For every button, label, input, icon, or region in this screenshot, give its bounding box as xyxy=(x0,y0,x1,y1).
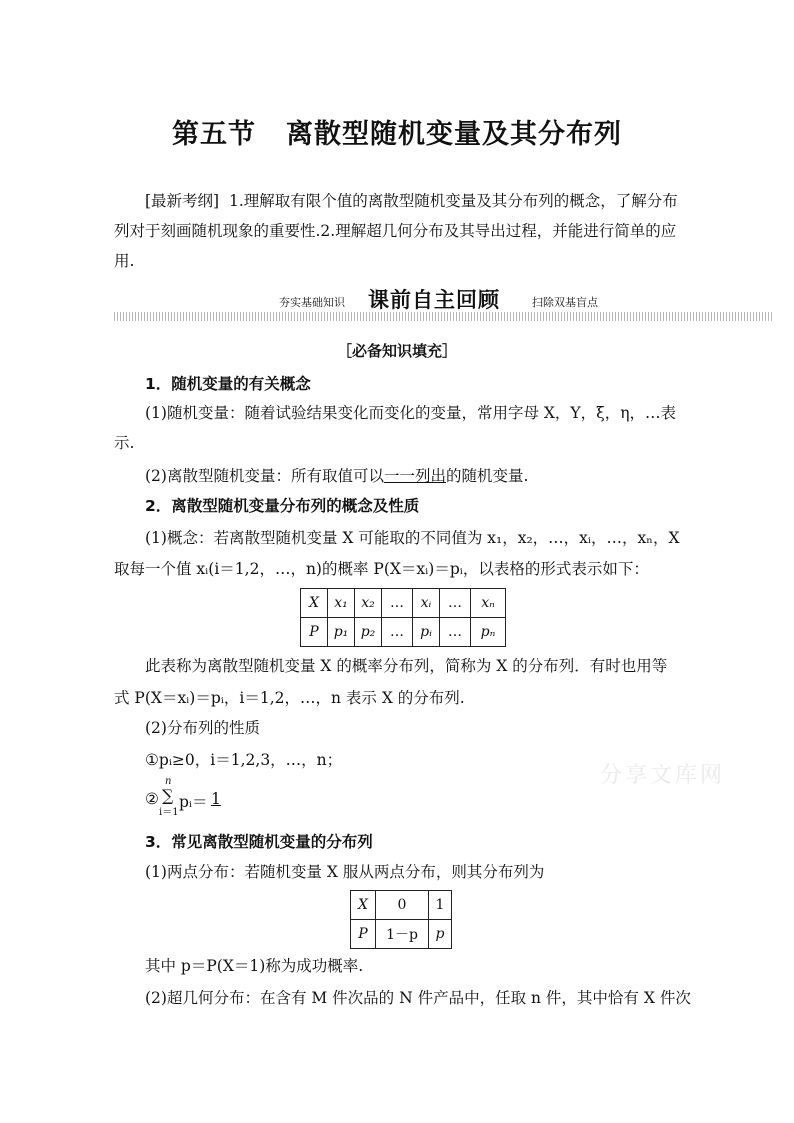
table-cell: … xyxy=(440,618,471,647)
two-point-distribution: (1)两点分布：若随机变量 X 服从两点分布，则其分布列为 xyxy=(145,863,545,881)
table-cell: 1 xyxy=(429,891,452,920)
distribution-line-1: 此表称为离散型随机变量 X 的概率分布列，简称为 X 的分布列．有时也用等 xyxy=(145,657,668,675)
heading-distribution: 2．离散型随机变量分布列的概念及性质 xyxy=(145,497,420,515)
title-section-number: 第五节 xyxy=(172,119,256,150)
hypergeometric-distribution: (2)超几何分布：在含有 M 件次品的 N 件产品中，任取 n 件，其中恰有 X 件次 xyxy=(145,989,691,1007)
table-cell: 1－p xyxy=(376,920,429,949)
sum-upper-limit: n xyxy=(165,776,172,787)
para-discrete-suffix: 的随机变量. xyxy=(445,467,529,485)
table-row xyxy=(301,618,506,647)
table-cell: … xyxy=(382,589,413,618)
table-cell: X xyxy=(301,589,328,618)
page-title xyxy=(0,112,794,151)
distribution-table xyxy=(300,588,506,647)
table-cell: xᵢ xyxy=(413,589,440,618)
watermark: 分享文库网 xyxy=(600,763,726,788)
section-title: ［必备知识填充］ xyxy=(336,342,457,360)
concept-line-2: 取每一个值 xᵢ(i＝1,2，…，n)的概率 P(X＝xᵢ)＝pᵢ，以表格的形式表示如下： xyxy=(114,560,649,578)
table-cell: P xyxy=(301,618,328,647)
table-cell: p xyxy=(429,920,452,949)
sum-lower-limit: i＝1 xyxy=(159,807,179,818)
table-cell: pᵢ xyxy=(413,618,440,647)
heading-common-distributions: 3．常见离散型随机变量的分布列 xyxy=(145,833,373,851)
heading-random-variable: 1．随机变量的有关概念 xyxy=(145,375,311,393)
property-1: ①pᵢ≥0，i＝1,2,3，…，n； xyxy=(145,751,343,769)
table-cell: 0 xyxy=(376,891,429,920)
para-discrete-prefix: (2)离散型随机变量：所有取值可以 xyxy=(145,467,384,485)
table-cell: … xyxy=(440,589,471,618)
table-cell: x₂ xyxy=(355,589,382,618)
para-discrete-variable xyxy=(145,464,715,486)
para-random-variable: (1)随机变量：随着试验结果变化而变化的变量，常用字母 X，Y，ξ，η，…表示. xyxy=(114,404,676,452)
table-row xyxy=(301,589,506,618)
property-2-marker: ② xyxy=(145,790,159,808)
underlined-answer: 1 xyxy=(211,790,221,808)
two-point-table xyxy=(350,890,452,949)
banner-right-text: 扫除双基盲点 xyxy=(532,296,598,309)
table-cell: P xyxy=(351,920,376,949)
syllabus-tag: [最新考纲] xyxy=(145,192,220,210)
table-cell: p₂ xyxy=(355,618,382,647)
table-row xyxy=(351,920,452,949)
syllabus-text: 1.理解取有限个值的离散型随机变量及其分布列的概念，了解分布列对于刻画随机现象的重要性.2.理解超几何分布及其导出过程，并能进行简单的应用. xyxy=(114,192,678,270)
banner-left-text: 夯实基础知识 xyxy=(279,296,345,309)
distribution-line-2: 式 P(X＝xᵢ)＝pᵢ，i＝1,2，…，n 表示 X 的分布列. xyxy=(114,689,465,707)
table-cell: pₙ xyxy=(471,618,506,647)
sum-body: pᵢ＝ xyxy=(179,793,208,811)
table-row xyxy=(351,891,452,920)
banner-title: 课前自主回顾 xyxy=(368,288,500,312)
properties-heading: (2)分布列的性质 xyxy=(145,719,260,737)
title-topic: 离散型随机变量及其分布列 xyxy=(286,119,622,150)
sum-symbol: ∑ xyxy=(162,786,174,805)
success-probability: 其中 p＝P(X＝1)称为成功概率. xyxy=(145,957,364,975)
underlined-answer: 一一列出 xyxy=(383,467,446,485)
banner-divider xyxy=(114,312,774,321)
syllabus-paragraph xyxy=(114,186,680,276)
table-cell: … xyxy=(382,618,413,647)
table-cell: x₁ xyxy=(328,589,355,618)
concept-line-1: (1)概念：若离散型随机变量 X 可能取的不同值为 x₁，x₂，…，xᵢ，…，xₙ，X xyxy=(145,529,680,547)
table-cell: X xyxy=(351,891,376,920)
table-cell: xₙ xyxy=(471,589,506,618)
table-cell: p₁ xyxy=(328,618,355,647)
